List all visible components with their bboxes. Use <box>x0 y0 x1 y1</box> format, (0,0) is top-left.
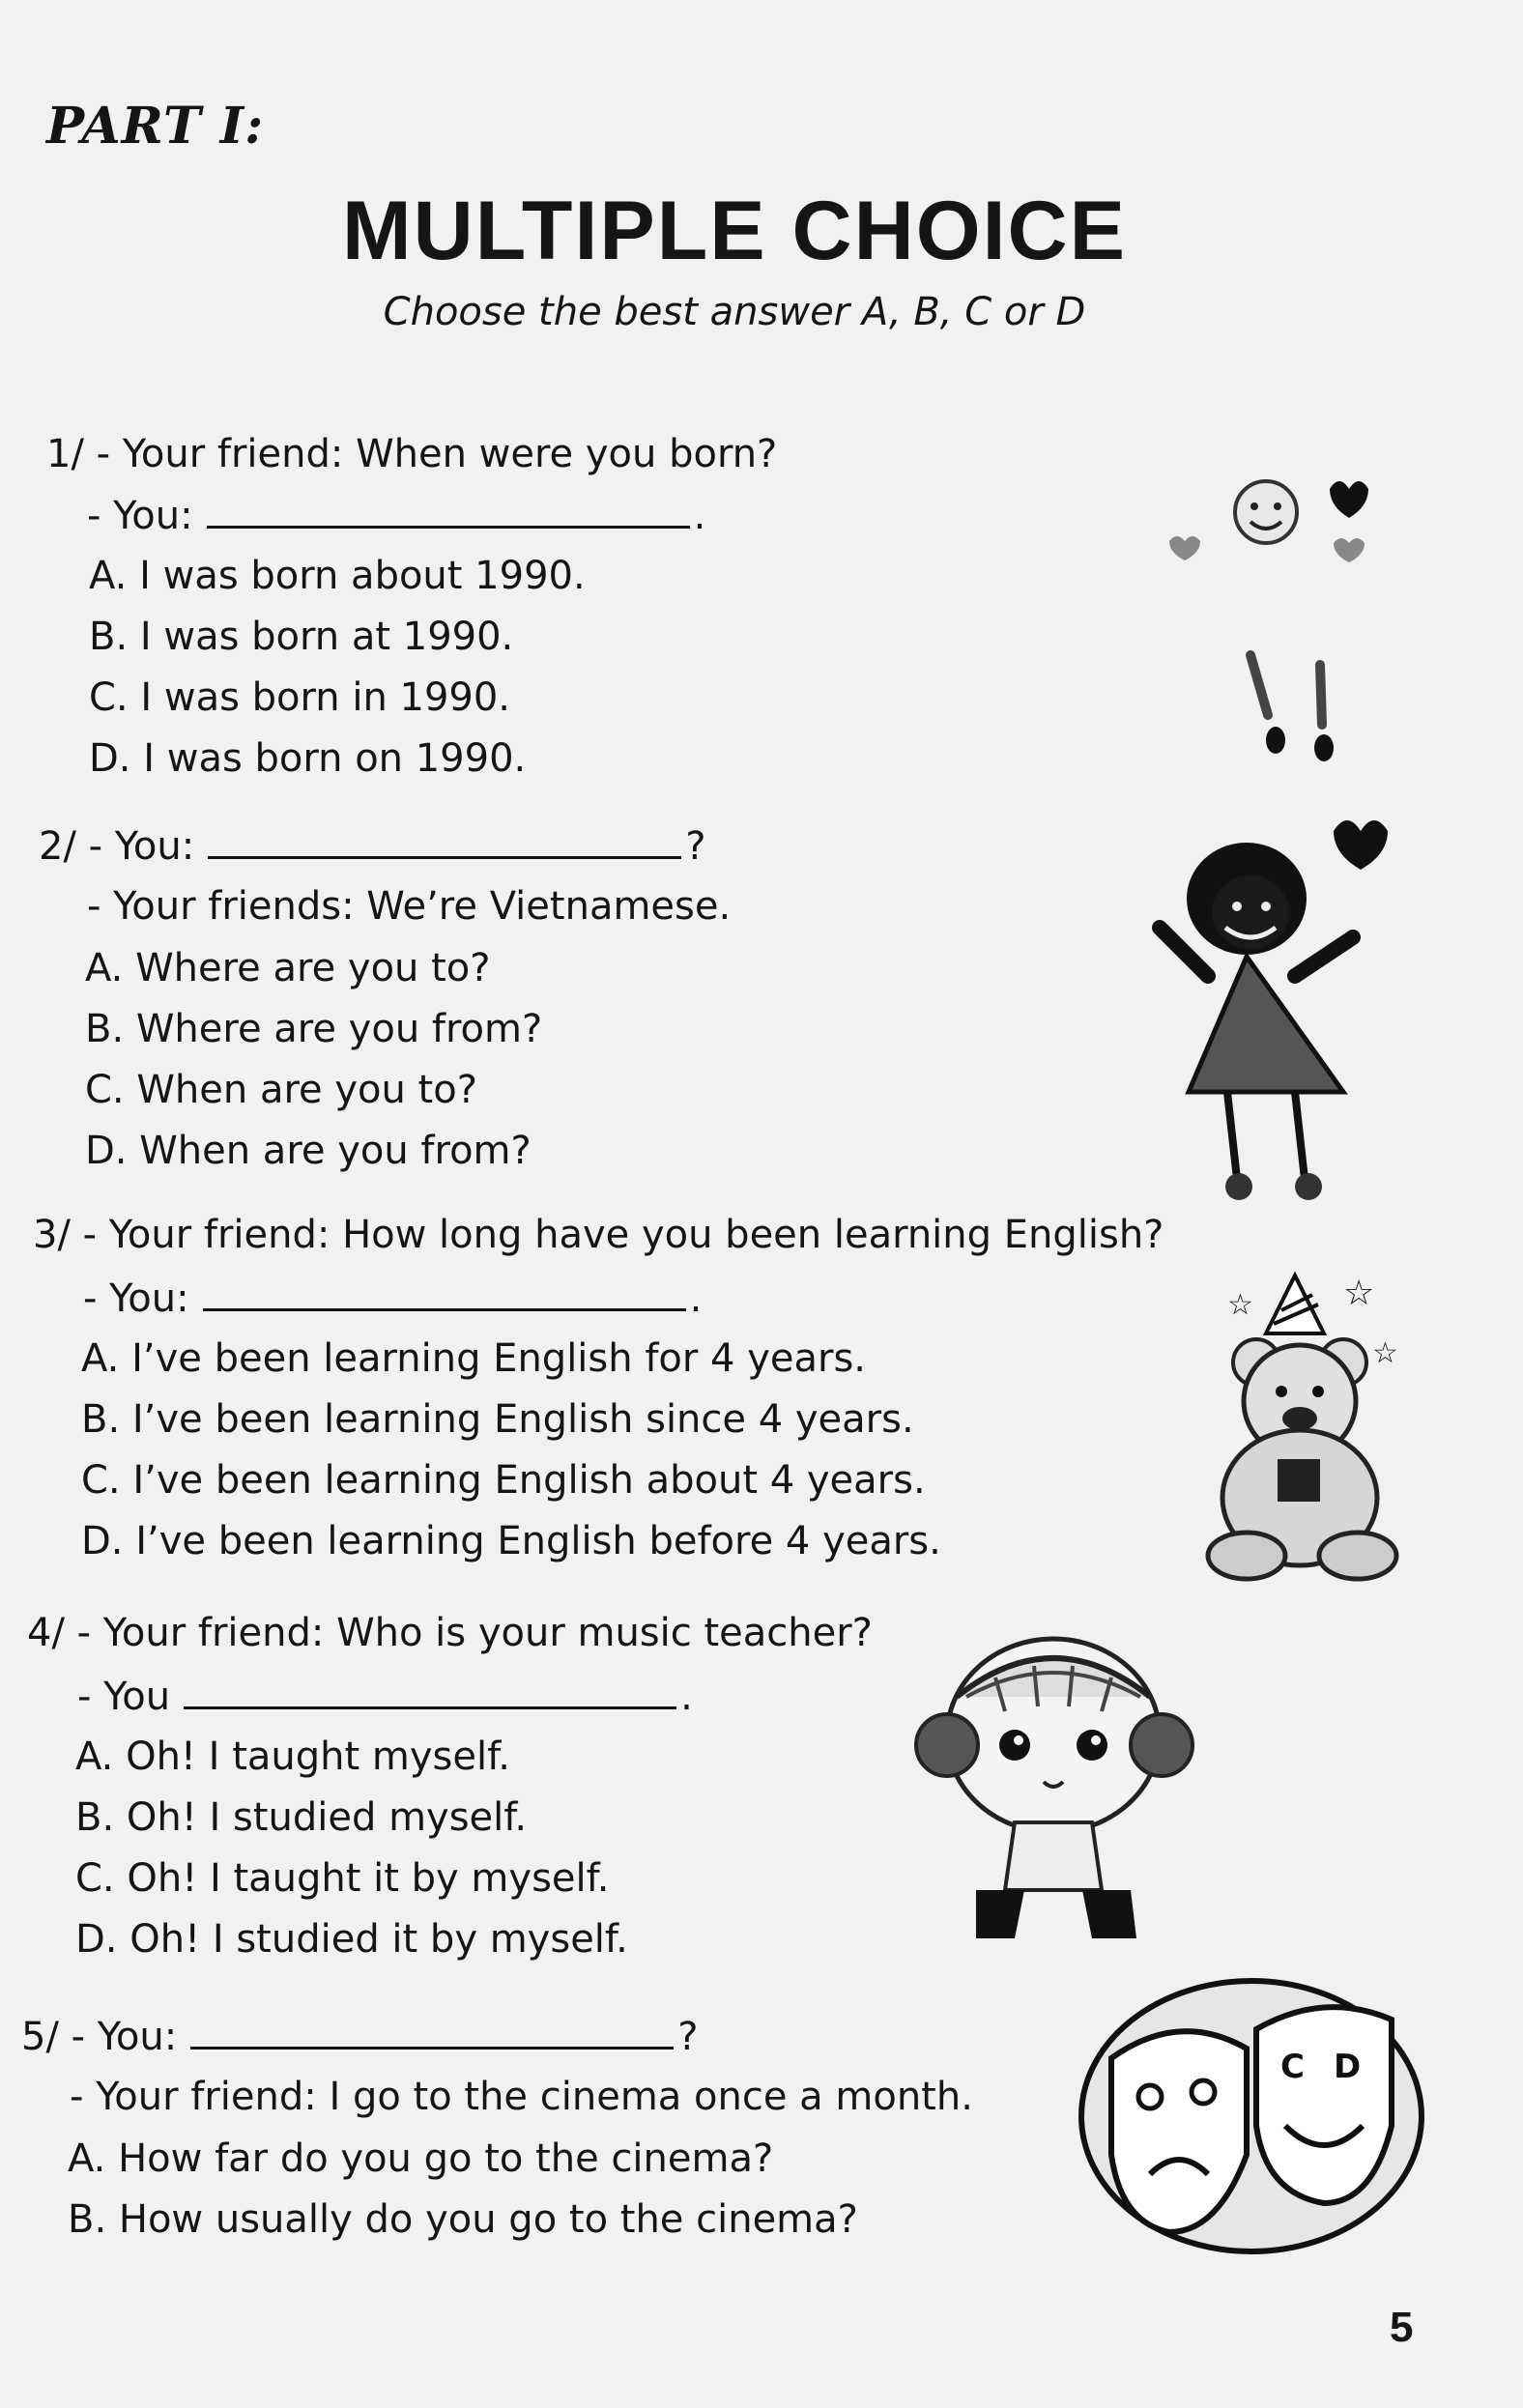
option-c[interactable]: C. Oh! I taught it by myself. <box>75 1856 610 1901</box>
question-4-answer-line <box>77 1674 693 1718</box>
question-2-prompt: - Your friends: We’re Vietnamese. <box>87 884 732 929</box>
theatre-masks-illustration <box>1073 1971 1430 2261</box>
blank-end: . <box>693 494 706 538</box>
question-3-answer-line <box>83 1276 702 1320</box>
girl-illustration <box>1131 812 1401 1218</box>
option-b[interactable]: B. How usually do you go to the cinema? <box>68 2197 858 2242</box>
blank-end: ? <box>677 2015 699 2059</box>
option-a[interactable]: A. How far do you go to the cinema? <box>68 2136 774 2181</box>
part-label: PART I: <box>46 97 265 156</box>
answer-blank[interactable] <box>208 823 681 859</box>
question-5-prompt: - Your friend: I go to the cinema once a month. <box>70 2075 973 2119</box>
option-a[interactable]: A. Oh! I taught myself. <box>75 1734 510 1779</box>
teddy-bear-illustration <box>1198 1256 1430 1585</box>
option-b[interactable]: B. I’ve been learning English since 4 years. <box>81 1397 914 1442</box>
question-4-prompt: 4/ - Your friend: Who is your music teacher? <box>27 1611 873 1655</box>
question-5-answer-line <box>21 2014 698 2058</box>
question-1-prompt: 1/ - Your friend: When were you born? <box>46 432 778 476</box>
option-c[interactable]: C. When are you to? <box>85 1068 477 1112</box>
answer-blank[interactable] <box>203 1276 686 1311</box>
question-2-speaker: 2/ - You: <box>39 824 195 869</box>
svg-text:☆: ☆ <box>1343 1274 1375 1313</box>
blank-end: ? <box>685 824 706 869</box>
option-b[interactable]: B. I was born at 1990. <box>89 615 514 659</box>
option-c[interactable]: C. I’ve been learning English about 4 years. <box>81 1458 926 1503</box>
option-d[interactable]: D. Oh! I studied it by myself. <box>75 1917 628 1962</box>
option-c[interactable]: C. I was born in 1990. <box>89 675 511 720</box>
option-d[interactable]: D. I was born on 1990. <box>89 736 527 781</box>
svg-text:☆: ☆ <box>1372 1336 1398 1370</box>
option-d[interactable]: D. When are you from? <box>85 1129 532 1173</box>
option-a[interactable]: A. I was born about 1990. <box>89 554 586 598</box>
option-b[interactable]: B. Where are you from? <box>85 1007 543 1051</box>
question-1-answer-line <box>87 493 705 537</box>
child-with-pigtails-illustration <box>908 1620 1198 1967</box>
question-4-speaker: - You <box>77 1675 171 1719</box>
question-3-prompt: 3/ - Your friend: How long have you been learning English? <box>33 1213 1164 1257</box>
option-d[interactable]: D. I’ve been learning English before 4 years. <box>81 1519 941 1563</box>
svg-text:☆: ☆ <box>1227 1288 1253 1322</box>
smiley-exclamation-illustration <box>1150 454 1382 763</box>
page-number: 5 <box>1390 2304 1414 2351</box>
page-title: MULTIPLE CHOICE <box>342 185 1127 277</box>
answer-blank[interactable] <box>190 2014 674 2050</box>
option-a[interactable]: A. Where are you to? <box>85 946 491 990</box>
answer-blank[interactable] <box>207 493 690 529</box>
question-3-speaker: - You: <box>83 1276 189 1321</box>
option-a[interactable]: A. I’ve been learning English for 4 years. <box>81 1336 866 1381</box>
answer-blank[interactable] <box>184 1674 676 1709</box>
question-5-speaker: 5/ - You: <box>21 2015 178 2059</box>
blank-end: . <box>680 1675 693 1719</box>
question-2-answer-line <box>39 823 705 868</box>
svg-text:C: C <box>1280 2048 1305 2086</box>
blank-end: . <box>689 1276 703 1321</box>
question-1-speaker: - You: <box>87 494 193 538</box>
svg-text:D: D <box>1334 2048 1362 2086</box>
option-b[interactable]: B. Oh! I studied myself. <box>75 1795 528 1840</box>
instruction-text: Choose the best answer A, B, C or D <box>383 290 1086 334</box>
